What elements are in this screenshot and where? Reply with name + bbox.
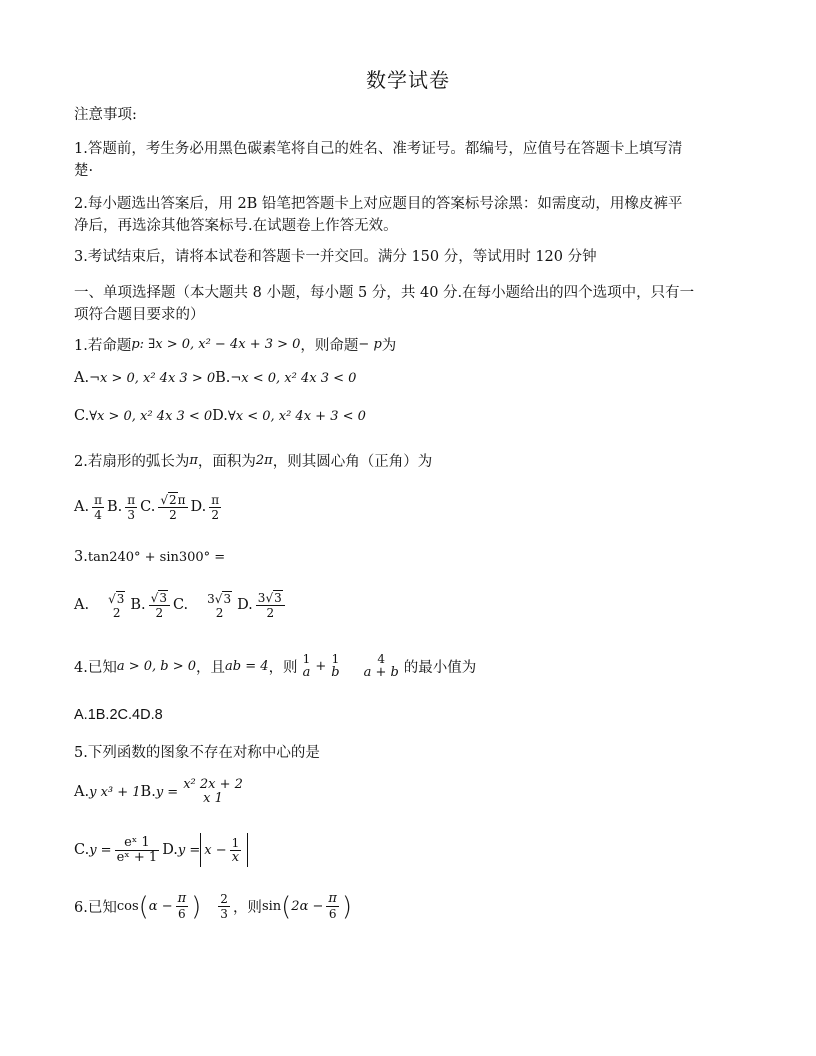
q3-option-d-fraction: 3√ 3 2 <box>256 590 285 620</box>
q5-option-b-label: B. <box>140 784 156 800</box>
q4-plus: + <box>315 658 327 674</box>
q2-option-b-fraction <box>125 493 137 522</box>
q2-option-a-fraction <box>92 493 104 522</box>
page-title: 数学试卷 <box>366 68 450 92</box>
q4-condition: a > 0, b > 0 <box>116 658 197 674</box>
q3-option-b-fraction: √ 3 2 <box>149 590 170 620</box>
question-2-options <box>74 492 224 522</box>
q1-option-c-label: C. <box>74 408 90 424</box>
q1-option-b-label: B. <box>215 370 231 386</box>
q4-fraction-3: 4 a + b <box>363 652 399 680</box>
q3-option-c-den: 2 <box>215 605 224 620</box>
notice-item-1-line-1: 1.答题前，考生务必用黑色碳素笔将自己的姓名、准考证号。都编号，应值号在答题卡上填写清 <box>74 141 683 157</box>
q6-sin: sin <box>261 899 282 914</box>
question-5-stem: 5.下列函数的图象不存在对称中心的是 <box>74 745 320 761</box>
q3-option-b-rad: 3 <box>159 591 167 605</box>
q3-option-a-label: A. <box>74 597 90 613</box>
q3-option-c-coef: 3 <box>207 591 215 606</box>
q1-suffix: 为 <box>381 338 397 354</box>
notice-heading: 注意事项: <box>74 107 137 123</box>
q3-option-a-den: 2 <box>112 605 121 620</box>
q2-option-c-label: C. <box>140 499 156 515</box>
q1-mid: ，则命题 <box>300 338 359 354</box>
q5-option-d-lhs: y = <box>177 842 201 858</box>
q6-arg-2-fraction: $\frac{\pi}{6}$ <box>328 891 337 921</box>
q2-mid: ，面积为 <box>197 454 256 470</box>
q2-option-c-rad: 2 <box>168 493 177 507</box>
q5-option-a-label: A. <box>74 784 90 800</box>
q2-option-c-den: 2 <box>169 508 177 522</box>
question-1-options-ab <box>74 370 356 386</box>
q5-option-a: y x³ + 1 <box>89 784 141 800</box>
q3-option-c-rad: 3 <box>223 591 232 606</box>
question-1-options-cd <box>74 408 366 424</box>
q2-option-d-label: D. <box>190 499 207 515</box>
q2-suffix: ，则其圆心角（正角）为 <box>272 454 433 470</box>
q1-option-d: ∀x < 0, x² 4x + 3 < 0 <box>227 408 366 424</box>
q2-arc: π <box>189 453 198 468</box>
question-6-stem: 6.已知 cos ( α − $\frac{\pi}{6}$ ) $\frac{2}{3}$ ，则 sin ( 2α − $\frac{\pi}{6}$ ) <box>74 891 353 922</box>
q3-option-b-label: B. <box>130 597 146 613</box>
q3-option-b-den: 2 <box>155 606 164 620</box>
notice-item-2-line-1: 2.每小题选出答案后，用 2B 铅笔把答题卡上对应题目的答案标号涂黑：如需度动，用橡皮裤平 <box>74 196 683 212</box>
q2-option-d-fraction <box>209 493 221 522</box>
q3-option-d-rad: 3 <box>274 591 282 605</box>
q2-option-b-den: 3 <box>127 507 136 522</box>
notice-item-2-line-2: 净后，再选涂其他答案标号.在试题卷上作答无效。 <box>74 218 398 234</box>
question-3-options <box>74 590 288 620</box>
q4-fraction-1: 1 a <box>302 652 311 680</box>
q1-option-a: ¬x > 0, x² 4x 3 > 0 <box>89 370 216 386</box>
q5-option-b-lhs: y = <box>155 784 179 800</box>
q4-product: ab = 4 <box>225 658 269 674</box>
q2-option-a-den: 4 <box>94 507 102 522</box>
q1-option-d-label: D. <box>212 408 228 424</box>
q3-option-c-label: C. <box>172 597 189 613</box>
q6-rhs-fraction: $\frac{2}{3}$ <box>220 892 228 921</box>
q3-option-d-den: 2 <box>266 606 275 620</box>
q2-option-a-num: π <box>94 492 102 507</box>
question-2-stem <box>74 450 432 471</box>
q3-option-a-rad: 3 <box>116 591 125 606</box>
q5-option-c-label: C. <box>74 842 90 858</box>
q5-option-d-absolute: x − $\frac{1}{x}$ <box>200 833 248 867</box>
q2-option-d-den: 2 <box>211 507 219 522</box>
q1-option-c: ∀x > 0, x² 4x 3 < 0 <box>89 408 213 424</box>
question-1-stem <box>74 334 396 355</box>
q6-arg-2: 2α − <box>291 899 324 914</box>
question-5-options-ab <box>74 778 248 806</box>
question-4-options: A.1B.2C.4D.8 <box>74 707 163 723</box>
question-5-options-cd <box>74 833 248 867</box>
q2-area: 2π <box>255 453 273 468</box>
q2-prefix: 2.若扇形的弧长为 <box>74 454 190 470</box>
section-heading-line-1: 一、单项选择题（本大题共 8 小题，每小题 5 分，共 40 分.在每小题给出的四个选项中，只有一 <box>74 285 695 301</box>
section-heading-line-2: 项符合题目要求的） <box>74 307 205 323</box>
q6-arg-1: α − <box>148 899 173 914</box>
q3-option-d-coef: 3 <box>257 591 266 605</box>
q5-option-b-fraction: x² 2x + 2 x 1 <box>183 777 243 806</box>
q5-option-d-label: D. <box>162 842 178 858</box>
q1-proposition: p: ∃x > 0, x² − 4x + 3 > 0 <box>131 337 301 352</box>
q3-prefix: 3. <box>74 549 88 565</box>
q2-option-a-label: A. <box>74 499 90 515</box>
question-3-stem <box>74 549 225 565</box>
q3-option-d-label: D. <box>237 597 253 613</box>
q1-option-a-label: A. <box>74 370 90 386</box>
q5-option-c-fraction: $\frac{\text{eˣ 1}}{\text{eˣ + 1}}$ <box>116 834 158 865</box>
q6-mid: ，则 <box>232 900 262 916</box>
q3-option-a-fraction: √ 3 2 <box>108 591 125 620</box>
q4-prefix: 4.已知 <box>74 659 117 676</box>
q2-option-c-sqrt: √ 2 <box>160 493 177 507</box>
q1-option-b: ¬x < 0, x² 4x 3 < 0 <box>230 370 357 386</box>
notice-item-3: 3.考试结束后，请将本试卷和答题卡一并交回。满分 150 分，等试用时 120 分钟 <box>74 249 597 265</box>
q1-prefix: 1.若命题 <box>74 338 132 354</box>
q4-mid-1: ，且 <box>196 659 226 676</box>
q6-prefix: 6.已知 <box>74 900 117 916</box>
q2-option-b-label: B. <box>106 499 123 515</box>
notice-item-1-line-2: 楚· <box>74 163 94 179</box>
q4-mid-2: ，则 <box>268 659 298 676</box>
question-4-stem <box>74 652 476 680</box>
q2-option-c-pi: π <box>177 493 186 507</box>
q3-option-c-fraction: 3√ 3 2 <box>207 591 232 620</box>
q2-option-d-num: π <box>211 492 220 507</box>
q6-arg-1-fraction: $\frac{\pi}{6}$ <box>177 891 187 921</box>
q4-fraction-2: 1 b <box>331 652 340 680</box>
q3-expression: tan240° + sin300° = <box>87 549 226 565</box>
q5-option-c-lhs: y = <box>89 842 112 858</box>
q2-option-c-fraction <box>158 492 187 522</box>
q6-cos: cos <box>116 899 139 914</box>
q2-option-b-num: π <box>127 492 136 507</box>
q1-negation: − p <box>358 337 382 352</box>
q4-suffix: 的最小值为 <box>403 659 477 676</box>
